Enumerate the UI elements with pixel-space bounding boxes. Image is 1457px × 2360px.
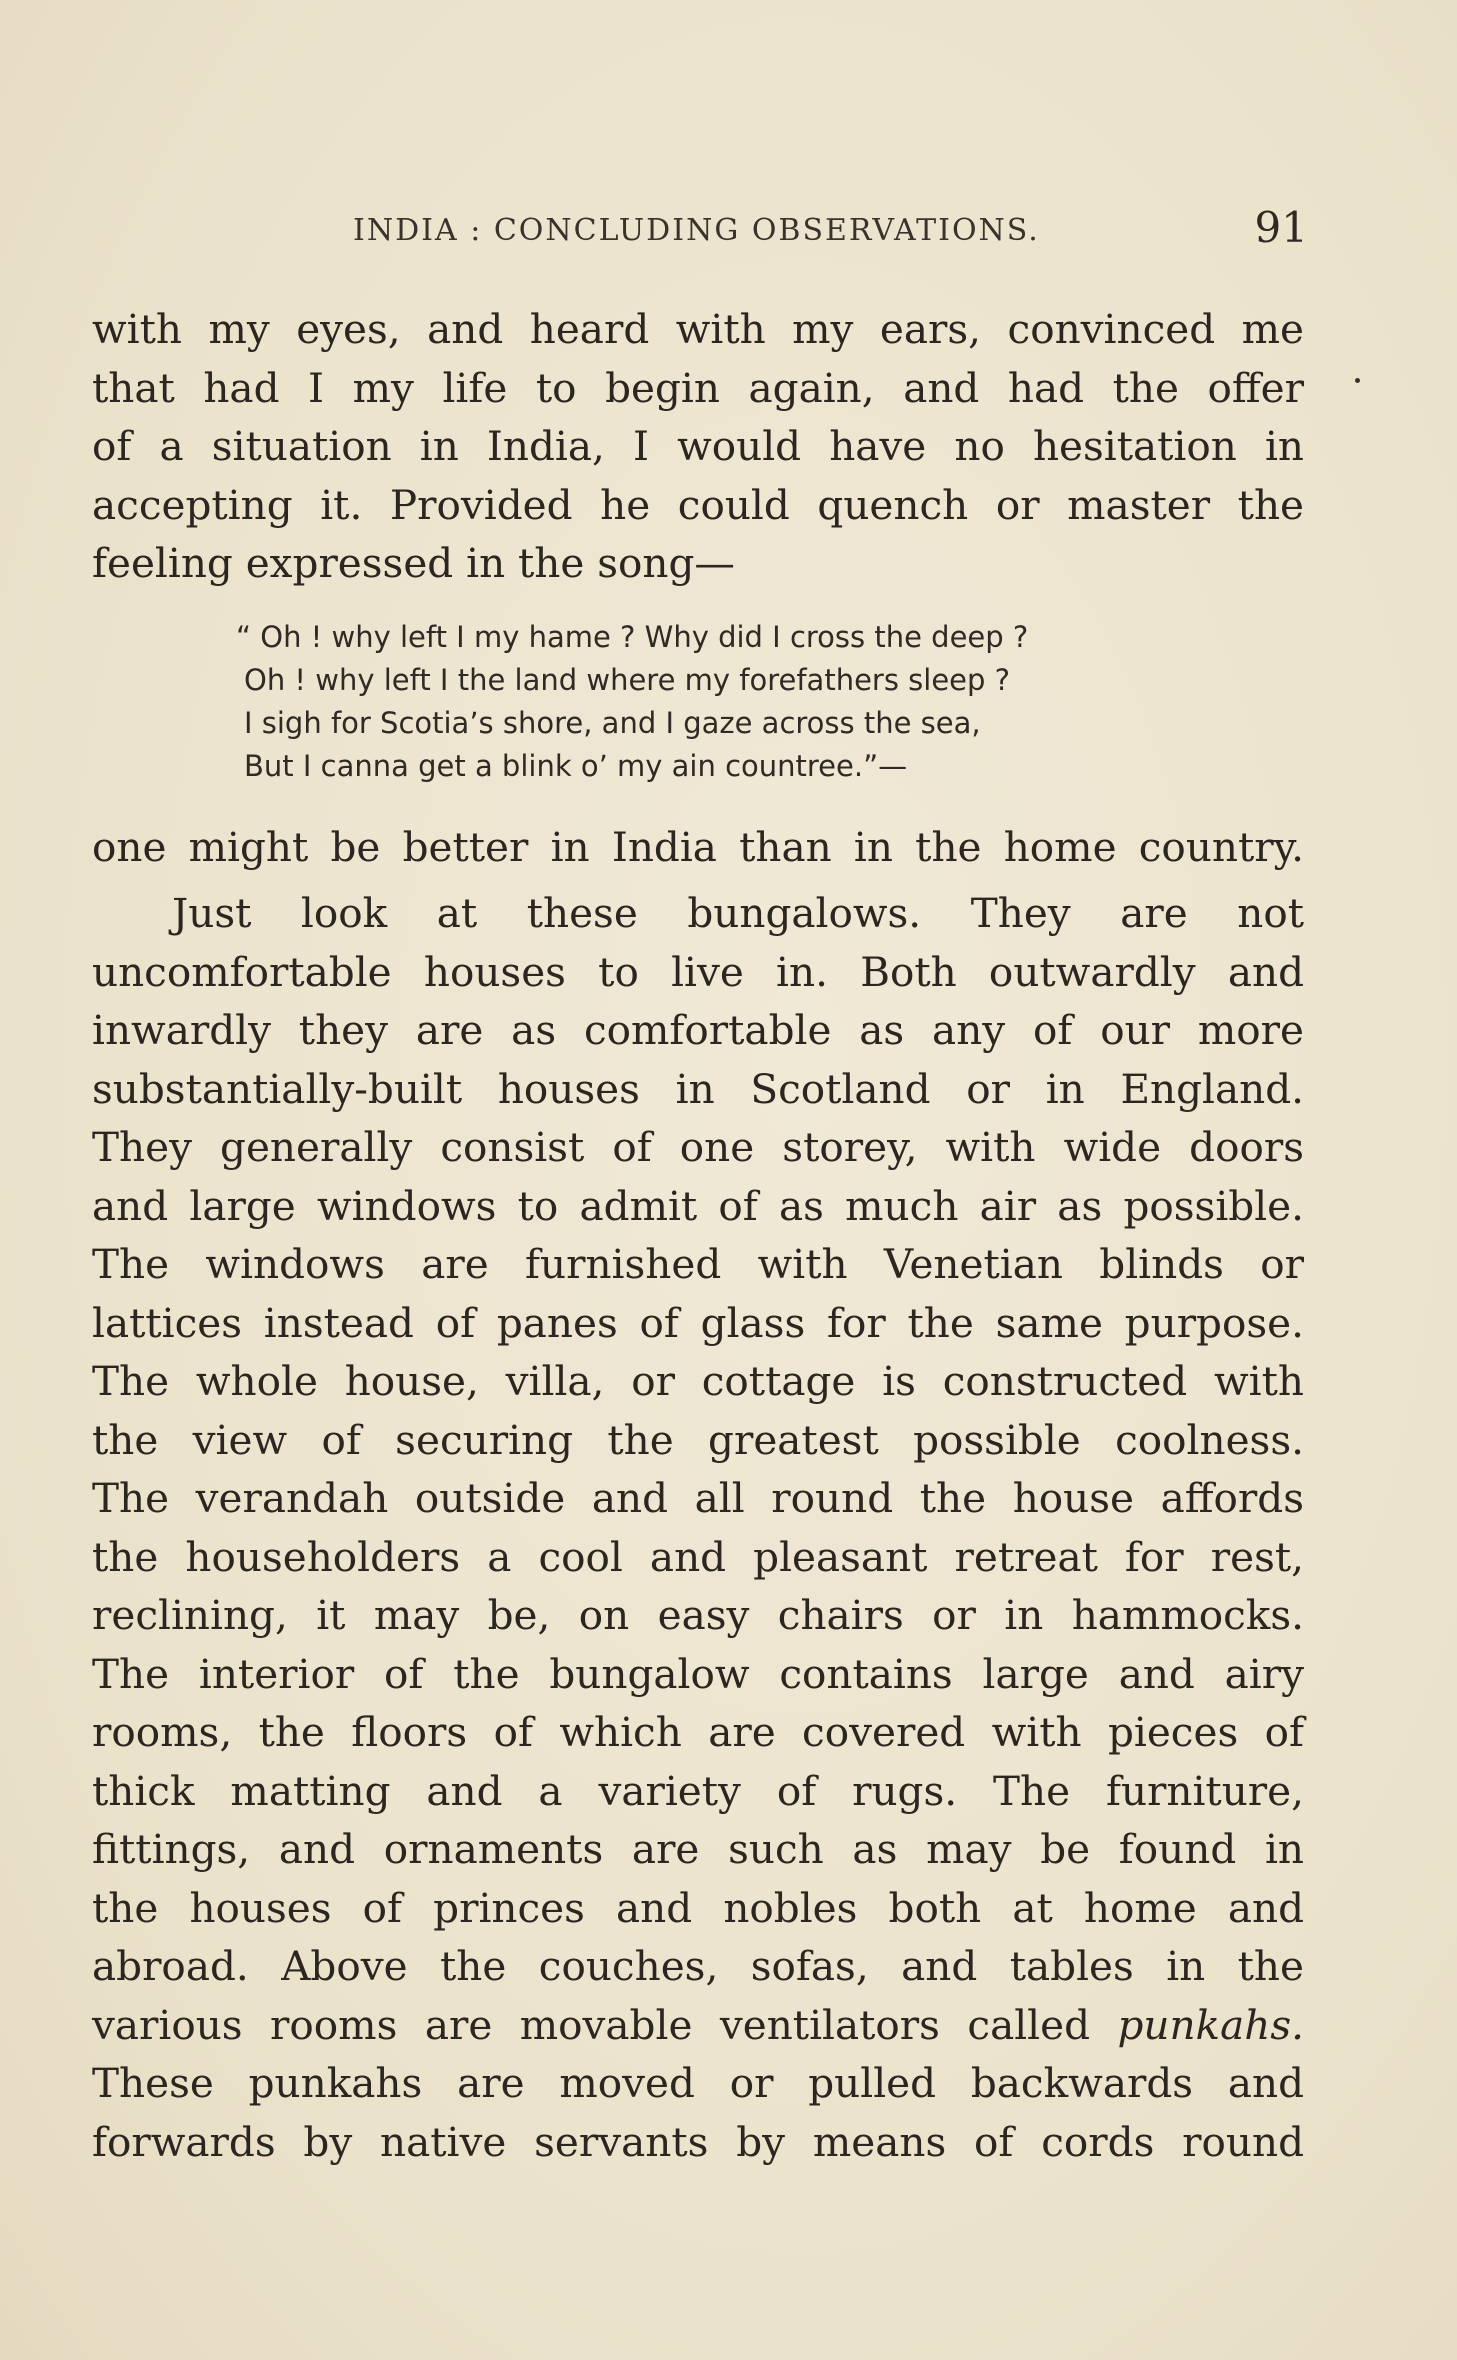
text-line: These punkahs are moved or pulled backwards and (92, 2059, 1304, 2107)
text-line: the view of securing the greatest possible coolness. (92, 1415, 1304, 1464)
text-line: They generally consist of one storey, with wide doors (92, 1123, 1304, 1171)
ink-speck (1355, 378, 1360, 383)
text-line: that had I my life to begin again, and had the offer (92, 363, 1304, 412)
text-line: the houses of princes and nobles both at home and (92, 1883, 1304, 1932)
verse-line: I sigh for Scotia’s shore, and I gaze across the sea, (244, 706, 981, 740)
verse-line: “ Oh ! why left I my hame ? Why did I cross the deep ? (236, 620, 1029, 654)
text-line: abroad. Above the couches, sofas, and tables in the (92, 1942, 1304, 1990)
text-line: the householders a cool and pleasant retreat for rest, (92, 1532, 1304, 1581)
text-line: The verandah outside and all round the house affords (92, 1474, 1304, 1522)
paragraph-1 (92, 300, 1304, 593)
text-line: uncomfortable houses to live in. Both outwardly and (92, 947, 1304, 996)
text-line: rooms, the floors of which are covered with pieces of (92, 1708, 1304, 1756)
text-line: feeling expressed in the song— (92, 539, 735, 587)
text-line: inwardly they are as comfortable as any of our more (92, 1006, 1304, 1054)
text-line: accepting it. Provided he could quench or master the (92, 480, 1304, 529)
text-line: The whole house, villa, or cottage is constructed with (92, 1357, 1304, 1405)
text-line: reclining, it may be, on easy chairs or in hammocks. (92, 1591, 1304, 1639)
text-segment: various rooms are movable ventilators called (92, 2000, 1118, 2049)
text-line: Just look at these bungalows. They are not (172, 889, 1304, 937)
text-line: with my eyes, and heard with my ears, convinced me (92, 305, 1304, 353)
running-head (353, 203, 1308, 253)
running-title: INDIA : CONCLUDING OBSERVATIONS. (353, 213, 1040, 248)
verse-line: Oh ! why left I the land where my forefathers sleep ? (244, 663, 1011, 697)
text-line: forwards by native servants by means of cords round (92, 2117, 1304, 2166)
text-line: fittings, and ornaments are such as may be found in (92, 1825, 1304, 1873)
verse-line: But I canna get a blink o’ my ain countree.”— (244, 749, 908, 783)
italic-word: punkahs. (1117, 2000, 1304, 2049)
text-line: lattices instead of panes of glass for the same purpose. (92, 1298, 1304, 1347)
text-line: The interior of the bungalow contains large and airy (92, 1649, 1304, 1698)
page-number: 91 (1254, 203, 1308, 252)
text-line: thick matting and a variety of rugs. The furniture, (92, 1766, 1304, 1815)
text-line: of a situation in India, I would have no hesitation in (92, 422, 1304, 470)
text-line: and large windows to admit of as much air as possible. (92, 1181, 1304, 1230)
text-line-with-italic (92, 1996, 1304, 2055)
paragraph-2 (92, 884, 1304, 2171)
verse-quotation (236, 616, 1164, 788)
text-line: The windows are furnished with Venetian blinds or (92, 1240, 1304, 1288)
paragraph-1-continued (92, 818, 1304, 877)
text-line: one might be better in India than in the home country. (92, 823, 1304, 871)
text-line: substantially-built houses in Scotland or in England. (92, 1064, 1304, 1113)
